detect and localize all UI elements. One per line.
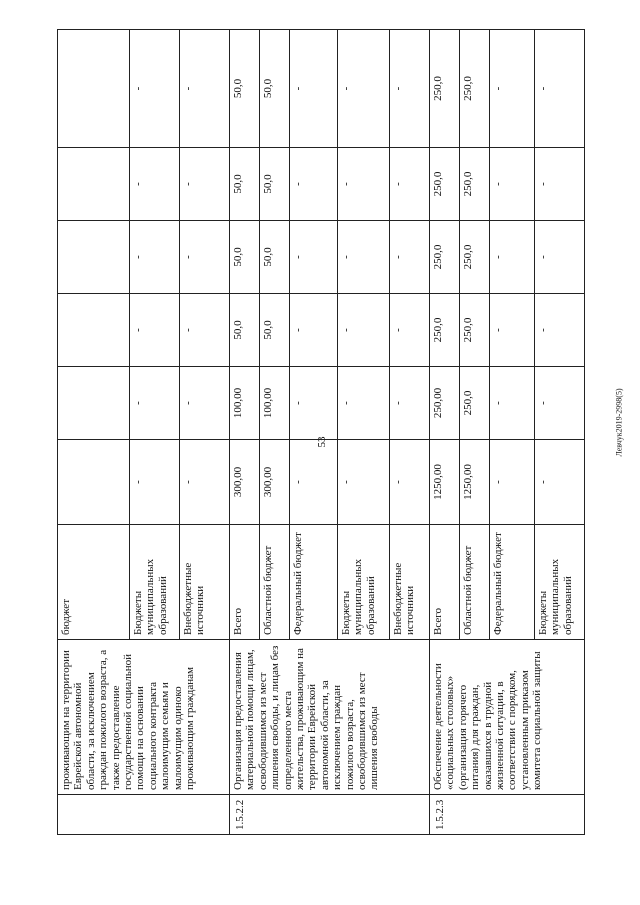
value-cell: - bbox=[130, 148, 180, 221]
value-cell: 50,0 bbox=[260, 30, 290, 148]
funding-source: Бюджеты муниципальных образований bbox=[535, 525, 585, 640]
row-code bbox=[58, 795, 230, 835]
value-cell: 250,0 bbox=[430, 221, 460, 294]
value-cell: - bbox=[490, 30, 535, 148]
value-cell: - bbox=[490, 440, 535, 525]
value-cell: - bbox=[490, 367, 535, 440]
value-cell: 250,0 bbox=[460, 30, 490, 148]
value-cell: - bbox=[130, 30, 180, 148]
value-cell: - bbox=[180, 148, 230, 221]
value-cell: 50,0 bbox=[260, 294, 290, 367]
value-cell: 100,00 bbox=[260, 367, 290, 440]
funding-source: Бюджеты муниципальных образований bbox=[338, 525, 390, 640]
value-cell: 50,0 bbox=[230, 221, 260, 294]
value-cell: 50,0 bbox=[230, 294, 260, 367]
value-cell: - bbox=[535, 440, 585, 525]
measure-name: Организация предоставления материальной помощи лицам, освободившимся из мест лишения свободы, и лицам без определенного места жительства, проживающим на территории Еврейской автономной области, за исключением граждан пожилого возраста, освободившимся из мест лишения свободы bbox=[230, 640, 430, 795]
value-cell bbox=[58, 30, 130, 148]
value-cell: - bbox=[535, 367, 585, 440]
value-cell: 50,0 bbox=[260, 148, 290, 221]
table-row bbox=[230, 30, 260, 835]
value-cell: 50,0 bbox=[230, 30, 260, 148]
value-cell: 300,00 bbox=[230, 440, 260, 525]
value-cell: - bbox=[338, 221, 390, 294]
funding-source: Внебюджетные источники bbox=[390, 525, 430, 640]
row-code: 1.5.2.3 bbox=[430, 795, 585, 835]
value-cell: - bbox=[338, 148, 390, 221]
value-cell: - bbox=[130, 440, 180, 525]
table-row bbox=[430, 30, 460, 835]
value-cell: - bbox=[290, 440, 338, 525]
value-cell: 100,00 bbox=[230, 367, 260, 440]
value-cell: - bbox=[535, 221, 585, 294]
value-cell: - bbox=[290, 294, 338, 367]
value-cell: 250,0 bbox=[460, 367, 490, 440]
value-cell: - bbox=[290, 30, 338, 148]
funding-source: Областной бюджет bbox=[260, 525, 290, 640]
value-cell: 50,0 bbox=[230, 148, 260, 221]
value-cell: - bbox=[390, 367, 430, 440]
value-cell: - bbox=[130, 294, 180, 367]
value-cell: - bbox=[535, 294, 585, 367]
value-cell: - bbox=[338, 30, 390, 148]
rotated-table-container bbox=[57, 30, 577, 835]
value-cell: - bbox=[180, 440, 230, 525]
value-cell: - bbox=[390, 148, 430, 221]
funding-source: Всего bbox=[430, 525, 460, 640]
funding-source: Бюджеты муниципальных образований bbox=[130, 525, 180, 640]
funding-source: Всего bbox=[230, 525, 260, 640]
value-cell: 250,0 bbox=[460, 221, 490, 294]
value-cell: - bbox=[490, 294, 535, 367]
value-cell: - bbox=[490, 148, 535, 221]
value-cell: - bbox=[390, 294, 430, 367]
value-cell: 250,0 bbox=[460, 294, 490, 367]
document-code: Левчук2019-2998(5) bbox=[614, 388, 624, 457]
page-number: 53 bbox=[316, 436, 328, 448]
value-cell: - bbox=[130, 367, 180, 440]
value-cell: - bbox=[290, 148, 338, 221]
value-cell bbox=[58, 440, 130, 525]
value-cell: - bbox=[338, 367, 390, 440]
value-cell bbox=[58, 294, 130, 367]
value-cell: - bbox=[180, 367, 230, 440]
budget-table bbox=[57, 29, 585, 835]
value-cell: 250,0 bbox=[430, 294, 460, 367]
table-row bbox=[58, 30, 130, 835]
value-cell: 1250,00 bbox=[430, 440, 460, 525]
value-cell: - bbox=[338, 440, 390, 525]
measure-name: Обеспечение деятельности «социальных столовых» (организация горячего питания) для граждан, оказавшихся в трудной жизненной ситуации, в соответствии с порядком, установленным приказом комитета социальной защиты bbox=[430, 640, 585, 795]
value-cell: 300,00 bbox=[260, 440, 290, 525]
funding-source: Областной бюджет bbox=[460, 525, 490, 640]
value-cell: 250,00 bbox=[430, 367, 460, 440]
value-cell: 250,0 bbox=[460, 148, 490, 221]
value-cell: - bbox=[535, 30, 585, 148]
value-cell: - bbox=[290, 367, 338, 440]
value-cell: 250,0 bbox=[430, 148, 460, 221]
value-cell: - bbox=[535, 148, 585, 221]
value-cell: 250,0 bbox=[430, 30, 460, 148]
funding-source: бюджет bbox=[58, 525, 130, 640]
value-cell: - bbox=[490, 221, 535, 294]
row-code: 1.5.2.2 bbox=[230, 795, 430, 835]
value-cell: - bbox=[180, 294, 230, 367]
value-cell: 50,0 bbox=[260, 221, 290, 294]
value-cell bbox=[58, 148, 130, 221]
value-cell: 1250,00 bbox=[460, 440, 490, 525]
value-cell: - bbox=[338, 294, 390, 367]
value-cell: - bbox=[290, 221, 338, 294]
value-cell: - bbox=[180, 30, 230, 148]
value-cell bbox=[58, 367, 130, 440]
value-cell: - bbox=[390, 440, 430, 525]
funding-source: Федеральный бюджет bbox=[490, 525, 535, 640]
value-cell: - bbox=[130, 221, 180, 294]
value-cell: - bbox=[390, 221, 430, 294]
value-cell: - bbox=[390, 30, 430, 148]
funding-source: Внебюджетные источники bbox=[180, 525, 230, 640]
value-cell bbox=[58, 221, 130, 294]
funding-source: Федеральный бюджет bbox=[290, 525, 338, 640]
value-cell: - bbox=[180, 221, 230, 294]
measure-name: проживающим на территории Еврейской автономной области, за исключением граждан пожилого возраста, а также предоставление государственной социальной помощи на основании социального контракта малоимущим семьям и малоимущим одиноко проживающим гражданам bbox=[58, 640, 230, 795]
